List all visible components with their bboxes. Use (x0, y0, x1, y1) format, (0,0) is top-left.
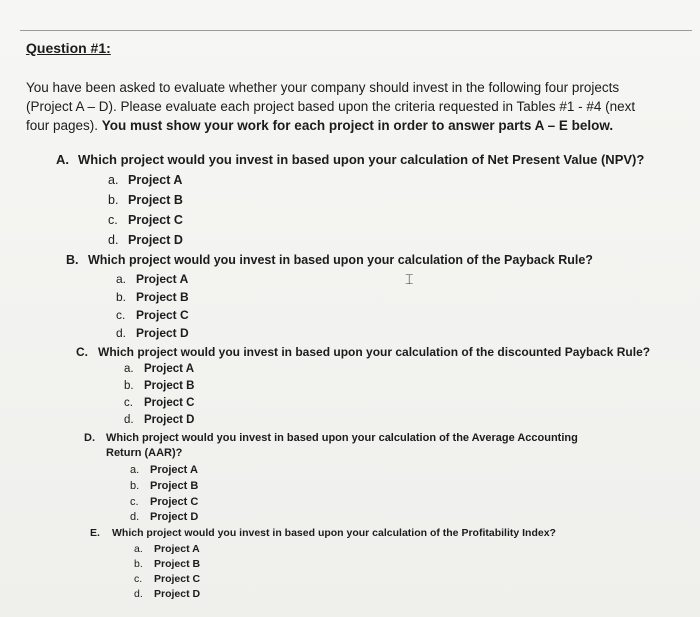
question-e-option-d: d. Project D (134, 588, 201, 600)
question-b-option-b: b. Project B (116, 290, 189, 304)
question-d-option-b: b. Project B (130, 480, 199, 492)
question-a-letter: A. (56, 152, 69, 167)
question-e (90, 527, 556, 539)
intro-line-1: You have been asked to evaluate whether your company should invest in the following four projects (26, 80, 620, 95)
question-a-option-b: b. Project B (108, 193, 183, 207)
question-c-option-c: c. Project C (124, 397, 195, 409)
question-c-option-d: d. Project D (124, 414, 195, 426)
question-d-text-continued: Return (AAR)? (106, 447, 183, 459)
question-b-text: Which project would you invest in based upon your calculation of the Payback Rule? (88, 253, 593, 267)
question-d-option-a: a. Project A (130, 464, 198, 476)
question-c-letter: C. (76, 345, 88, 359)
intro-paragraph (26, 78, 690, 135)
top-divider (20, 30, 692, 31)
question-title: Question #1: (26, 40, 111, 56)
question-d (84, 432, 578, 444)
question-e-option-a: a. Project A (134, 543, 200, 555)
question-b-letter: B. (66, 253, 79, 267)
question-c-text: Which project would you invest in based upon your calculation of the discounted Payback Rule? (98, 345, 651, 359)
question-d-option-c: c. Project C (130, 496, 199, 508)
question-c (76, 345, 650, 359)
question-a-text: Which project would you invest in based upon your calculation of Net Present Value (NPV)? (78, 152, 645, 167)
question-d-option-d: d. Project D (130, 511, 199, 523)
question-b-option-d: d. Project D (116, 326, 189, 340)
intro-instruction: You must show your work for each project in order to answer parts A – E below. (101, 118, 614, 133)
question-c-option-a: a. Project A (124, 363, 195, 375)
question-a (56, 152, 644, 167)
question-a-option-d: d. Project D (108, 233, 183, 247)
question-b-option-a: a. Project A (116, 272, 189, 286)
question-d-letter: D. (84, 432, 95, 444)
question-d-text: Which project would you invest in based upon your calculation of the Average Accounting (106, 432, 578, 444)
question-b-option-c: c. Project C (116, 308, 189, 322)
question-a-option-a: a. Project A (108, 173, 183, 187)
question-e-option-c: c. Project C (134, 573, 201, 585)
question-e-letter: E. (90, 527, 100, 539)
question-a-option-c: c. Project C (108, 213, 183, 227)
question-e-option-b: b. Project B (134, 558, 201, 570)
intro-line-3-text: four pages). (26, 118, 102, 133)
intro-line-3 (26, 116, 690, 135)
text-cursor-icon: ⌶ (405, 271, 414, 287)
question-e-text: Which project would you invest in based upon your calculation of the Profitability Index? (112, 527, 556, 539)
intro-line-2: (Project A – D). Please evaluate each project based upon the criteria requested in Tables #1 - #4 (next (26, 99, 636, 114)
question-c-option-b: b. Project B (124, 380, 195, 392)
question-b (66, 253, 593, 267)
